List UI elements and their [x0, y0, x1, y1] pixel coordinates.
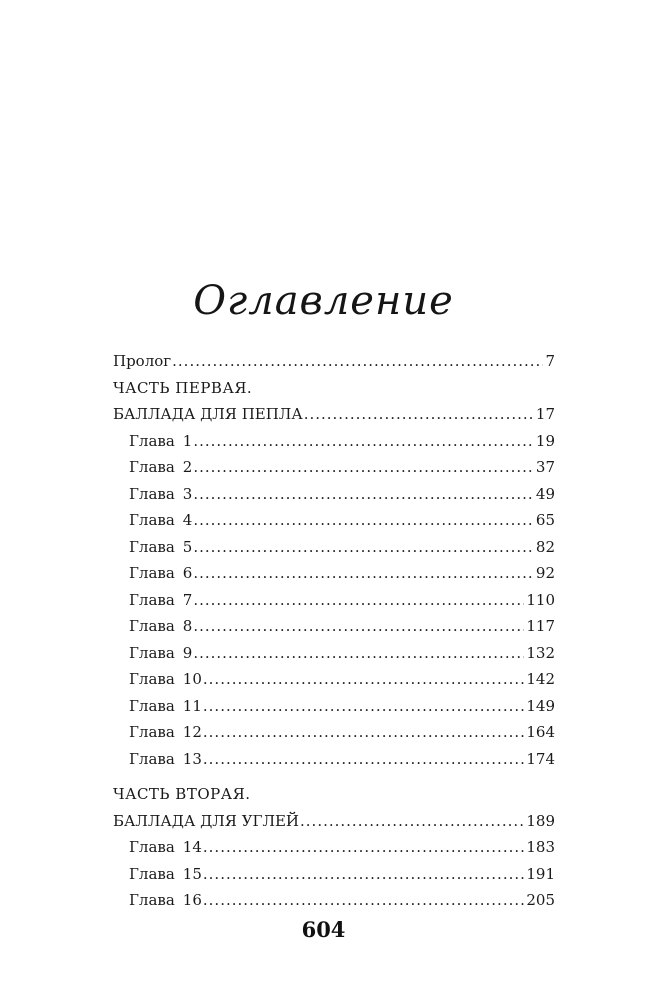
dot-leader	[193, 587, 524, 614]
dot-leader	[193, 534, 534, 561]
chapter-word: Глава	[129, 590, 175, 609]
entry-label	[129, 887, 202, 914]
chapter-word: Глава	[129, 696, 175, 715]
toc-entry-part2[interactable]	[113, 808, 555, 835]
toc-entry-chapter[interactable]	[113, 666, 555, 693]
chapter-word: Глава	[129, 891, 175, 909]
entry-label	[129, 613, 192, 640]
entry-page: 189	[526, 811, 555, 830]
entry-page: 149	[526, 696, 555, 715]
entry-label	[129, 861, 202, 888]
entry-label: БАЛЛАДА ДЛЯ ПЕПЛА	[113, 405, 303, 423]
table-of-contents	[113, 348, 555, 914]
dot-leader	[193, 560, 534, 587]
dot-leader	[172, 348, 543, 375]
chapter-number: 8	[182, 617, 193, 635]
chapter-number: 5	[182, 537, 193, 556]
part1-chapter-list	[113, 428, 555, 773]
entry-label	[129, 560, 192, 587]
chapter-word: Глава	[129, 458, 175, 476]
entry-page: 205	[526, 891, 555, 909]
page-number: 604	[301, 917, 346, 942]
toc-entry-chapter[interactable]	[113, 454, 555, 481]
entry-page: 65	[535, 511, 555, 529]
dot-leader	[193, 507, 534, 534]
toc-entry-chapter[interactable]	[113, 861, 555, 888]
toc-entry-chapter[interactable]	[113, 534, 555, 561]
chapter-number: 11	[182, 696, 202, 715]
entry-page: 164	[526, 723, 555, 741]
toc-entry-chapter[interactable]	[113, 587, 555, 614]
section-gap	[113, 772, 555, 781]
entry-page: 183	[526, 838, 555, 856]
toc-heading: Оглавление	[193, 278, 454, 324]
toc-entry-chapter[interactable]	[113, 887, 555, 914]
entry-label: БАЛЛАДА ДЛЯ УГЛЕЙ	[113, 811, 300, 830]
chapter-word: Глава	[129, 537, 175, 556]
toc-entry-chapter[interactable]	[113, 507, 555, 534]
toc-entry-chapter[interactable]	[113, 719, 555, 746]
toc-entry-chapter[interactable]	[113, 834, 555, 861]
entry-page: 49	[535, 484, 555, 503]
dot-leader	[193, 454, 534, 481]
entry-page: 82	[535, 537, 555, 556]
toc-entry-chapter[interactable]	[113, 693, 555, 720]
dot-leader	[300, 808, 524, 835]
entry-page: 17	[535, 405, 555, 423]
chapter-word: Глава	[129, 749, 175, 768]
dot-leader	[203, 719, 524, 746]
chapter-number: 1	[182, 431, 193, 450]
chapter-word: Глава	[129, 484, 175, 503]
chapter-number: 15	[182, 864, 202, 883]
toc-entry-chapter[interactable]	[113, 560, 555, 587]
dot-leader	[193, 428, 534, 455]
entry-label	[129, 587, 192, 614]
chapter-word: Глава	[129, 864, 175, 883]
chapter-number: 9	[182, 643, 193, 662]
entry-label: Пролог	[113, 352, 172, 370]
chapter-number: 16	[182, 891, 202, 909]
dot-leader	[203, 887, 524, 914]
part2-title-line1: ЧАСТЬ ВТОРАЯ.	[113, 785, 251, 803]
toc-entry-chapter[interactable]	[113, 640, 555, 667]
part2-chapter-list	[113, 834, 555, 914]
entry-label	[129, 834, 202, 861]
chapter-word: Глава	[129, 617, 175, 635]
chapter-number: 6	[182, 564, 193, 582]
chapter-number: 10	[182, 670, 202, 688]
entry-label	[129, 534, 192, 561]
toc-entry-chapter[interactable]	[113, 481, 555, 508]
chapter-number: 14	[182, 838, 202, 856]
entry-page: 191	[526, 864, 555, 883]
entry-page: 19	[535, 431, 555, 450]
entry-label	[129, 428, 192, 455]
entry-label	[129, 454, 192, 481]
chapter-word: Глава	[129, 564, 175, 582]
chapter-number: 7	[182, 590, 193, 609]
entry-page: 174	[526, 749, 555, 768]
chapter-word: Глава	[129, 511, 175, 529]
toc-entry-chapter[interactable]	[113, 613, 555, 640]
entry-page: 37	[535, 458, 555, 476]
entry-label	[129, 481, 192, 508]
chapter-word: Глава	[129, 723, 175, 741]
entry-label	[129, 746, 202, 773]
entry-page: 117	[526, 617, 555, 635]
toc-entry-prologue[interactable]	[113, 348, 555, 375]
dot-leader	[203, 861, 524, 888]
toc-entry-chapter[interactable]	[113, 746, 555, 773]
entry-label	[129, 719, 202, 746]
dot-leader	[193, 613, 524, 640]
chapter-word: Глава	[129, 670, 175, 688]
chapter-number: 12	[182, 723, 202, 741]
entry-page: 132	[526, 643, 555, 662]
entry-label	[129, 640, 192, 667]
dot-leader	[203, 666, 524, 693]
chapter-word: Глава	[129, 838, 175, 856]
dot-leader	[193, 481, 534, 508]
dot-leader	[203, 693, 524, 720]
entry-label	[129, 507, 192, 534]
dot-leader	[203, 834, 524, 861]
entry-page: 110	[526, 590, 555, 609]
entry-page: 92	[535, 564, 555, 582]
entry-label	[129, 693, 202, 720]
toc-entry-part1[interactable]	[113, 401, 555, 428]
chapter-word: Глава	[129, 431, 175, 450]
part1-title-line1: ЧАСТЬ ПЕРВАЯ.	[113, 378, 253, 397]
dot-leader	[203, 746, 524, 773]
chapter-number: 3	[182, 484, 193, 503]
dot-leader	[193, 640, 524, 667]
entry-label	[129, 666, 202, 693]
chapter-number: 13	[182, 749, 202, 768]
chapter-number: 2	[182, 458, 193, 476]
entry-page: 7	[545, 352, 555, 370]
dot-leader	[304, 401, 534, 428]
entry-page: 142	[526, 670, 555, 688]
chapter-number: 4	[182, 511, 193, 529]
toc-entry-chapter[interactable]	[113, 428, 555, 455]
chapter-word: Глава	[129, 643, 175, 662]
